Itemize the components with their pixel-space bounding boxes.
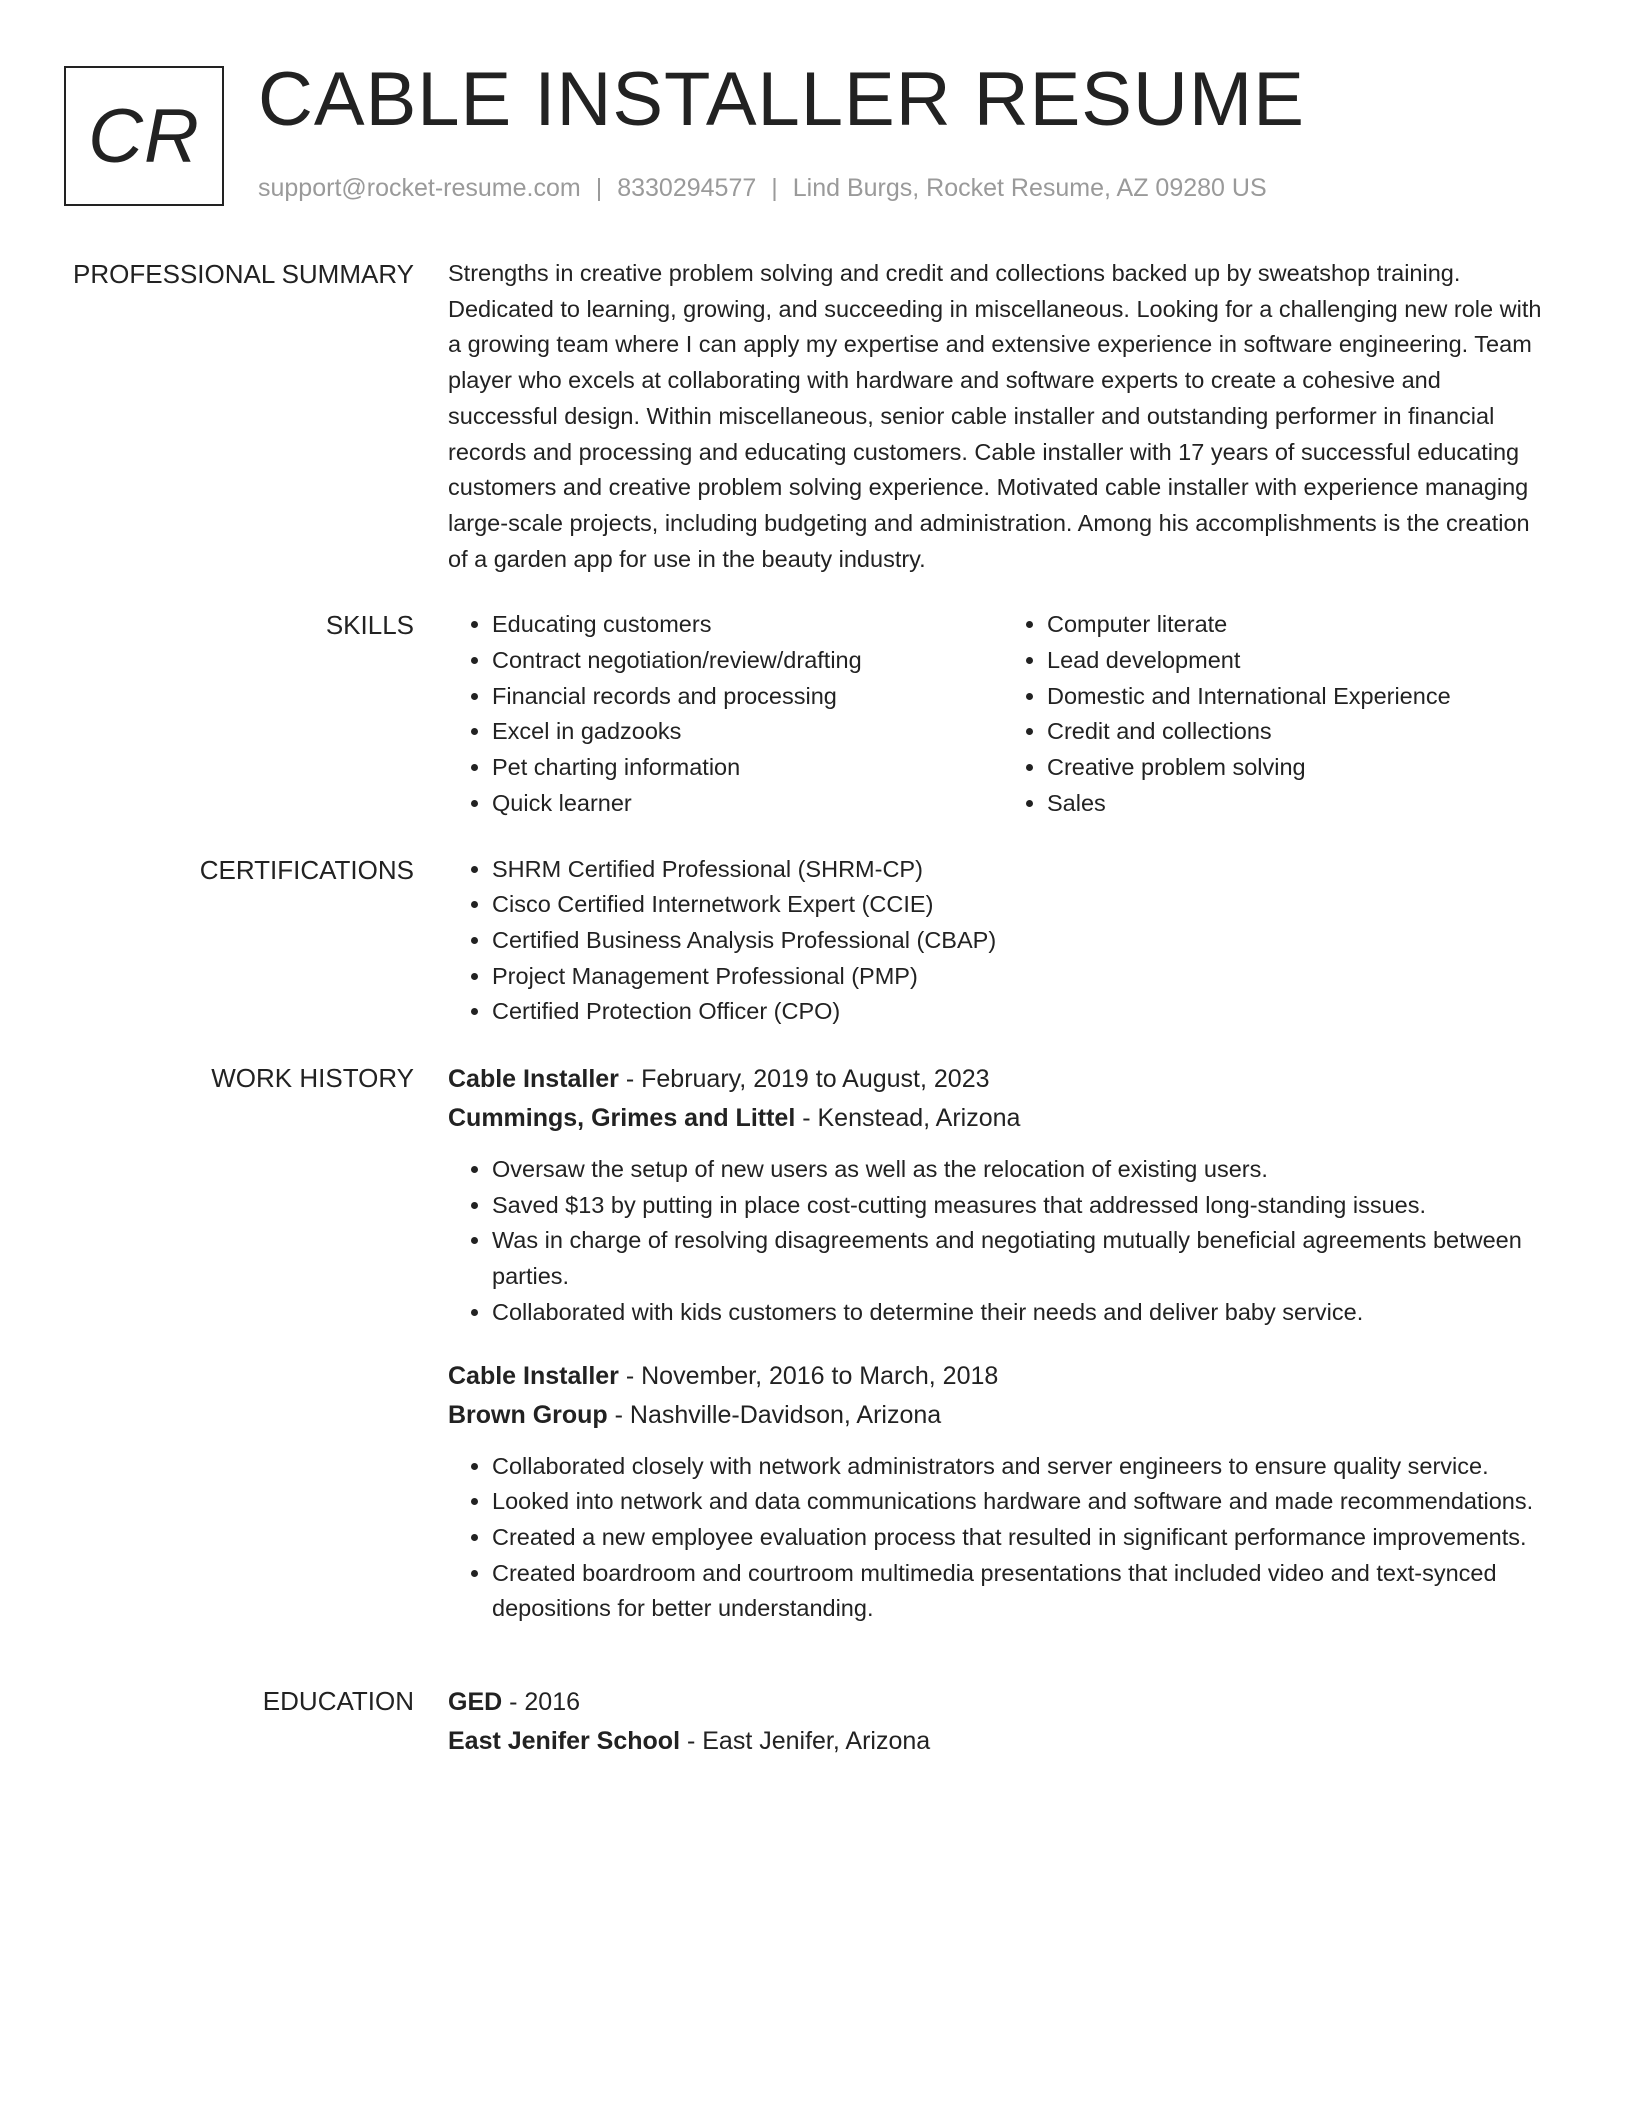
contact-line <box>258 174 1267 203</box>
job-duty: • Oversaw the setup of new users as well as the relocation of existing users. <box>492 1152 1554 1188</box>
skill-item: • Financial records and processing <box>492 679 1003 715</box>
certification-item: • Certified Business Analysis Professional (CBAP) <box>492 923 1554 959</box>
job-duty: • Saved $13 by putting in place cost-cutting measures that addressed long-standing issues. <box>492 1188 1554 1224</box>
job-duties-list <box>448 1152 1554 1331</box>
work-history-heading: WORK HISTORY <box>211 1063 414 1094</box>
job-duties-list <box>448 1449 1554 1628</box>
job-dates: - November, 2016 to March, 2018 <box>618 1361 999 1390</box>
education-degree: GED <box>448 1688 503 1717</box>
summary-body <box>448 256 1554 577</box>
job-duty: • Collaborated with kids customers to determine their needs and deliver baby service. <box>492 1295 1554 1331</box>
job-entry <box>448 1060 1554 1331</box>
skill-item: • Creative problem solving <box>1047 750 1558 786</box>
education-degree-line <box>448 1683 1554 1722</box>
certification-item: • Certified Protection Officer (CPO) <box>492 994 1554 1030</box>
job-duty: • Created boardroom and courtroom multimedia presentations that included video and text-synced depositions for better understanding. <box>492 1556 1554 1627</box>
education-body <box>448 1683 1554 1761</box>
job-company-line <box>448 1099 1554 1138</box>
contact-separator: | <box>771 174 778 202</box>
certifications-heading: CERTIFICATIONS <box>199 854 414 885</box>
certifications-section <box>64 852 1554 1031</box>
skill-item: • Excel in gadzooks <box>492 714 1003 750</box>
skills-body <box>448 607 1558 821</box>
job-duty: • Was in charge of resolving disagreements and negotiating mutually beneficial agreements between parties. <box>492 1223 1554 1294</box>
skill-item: • Educating customers <box>492 607 1003 643</box>
job-title: Cable Installer <box>448 1361 619 1390</box>
contact-separator: | <box>595 174 603 202</box>
skill-item: • Lead development <box>1047 643 1558 679</box>
contact-email[interactable]: support@rocket-resume.com <box>258 174 581 202</box>
job-duty: • Looked into network and data communications hardware and software and made recommendations. <box>492 1484 1554 1520</box>
job-duty: • Collaborated closely with network administrators and server engineers to ensure quality service. <box>492 1449 1554 1485</box>
summary-text: Strengths in creative problem solving and credit and collections backed up by sweatshop training. Dedicated to learning, growing, and succeeding in miscellaneous. Looking for a challenging new role with a growing team where I can apply my expertise and extensive experience in software engineering. Team player who excels at collaborating with hardware and software experts to create a cohesive and successful design. Within miscellaneous, senior cable installer and outstanding performer in financial records and processing and educating customers. Cable installer with 17 years of successful educating customers and creative problem solving experience. Motivated cable installer with experience managing large-scale projects, including budgeting and administration. Among his accomplishments is the creation of a garden app for use in the beauty industry. <box>448 260 1542 572</box>
skill-item: • Domestic and International Experience <box>1047 679 1558 715</box>
work-history-section <box>64 1060 1554 1653</box>
contact-phone[interactable]: 8330294577 <box>617 174 757 202</box>
certification-item: • SHRM Certified Professional (SHRM-CP) <box>492 852 1554 888</box>
skills-section <box>64 607 1554 821</box>
resume-title: CABLE INSTALLER RESUME <box>258 57 1305 142</box>
education-school-line <box>448 1722 1554 1761</box>
job-entry <box>448 1357 1554 1628</box>
certifications-body <box>448 852 1554 1031</box>
job-company: Cummings, Grimes and Littel <box>448 1104 796 1133</box>
skill-item: • Sales <box>1047 786 1558 822</box>
education-year: - 2016 <box>502 1688 581 1717</box>
job-location: - Nashville-Davidson, Arizona <box>607 1400 942 1429</box>
job-title-line <box>448 1357 1554 1396</box>
job-company-line <box>448 1396 1554 1435</box>
summary-heading: PROFESSIONAL SUMMARY <box>73 259 414 289</box>
education-location: - East Jenifer, Arizona <box>680 1727 931 1756</box>
skill-item: • Quick learner <box>492 786 1003 822</box>
resume-content <box>64 256 1554 1791</box>
job-company: Brown Group <box>448 1400 608 1429</box>
skill-item: • Contract negotiation/review/drafting <box>492 643 1003 679</box>
job-title-line <box>448 1060 1554 1099</box>
monogram-logo: CR <box>64 66 224 206</box>
skill-item: • Credit and collections <box>1047 714 1558 750</box>
skill-item: • Computer literate <box>1047 607 1558 643</box>
certifications-list <box>448 852 1554 1031</box>
certification-item: • Cisco Certified Internetwork Expert (CCIE) <box>492 887 1554 923</box>
contact-address: Lind Burgs, Rocket Resume, AZ 09280 US <box>792 174 1267 202</box>
education-section <box>64 1683 1554 1761</box>
certification-item: • Project Management Professional (PMP) <box>492 959 1554 995</box>
education-heading: EDUCATION <box>262 1686 414 1717</box>
skills-list-left <box>448 607 1003 821</box>
skill-item: • Pet charting information <box>492 750 1003 786</box>
education-school: East Jenifer School <box>448 1727 681 1756</box>
job-duty: • Created a new employee evaluation process that resulted in significant performance improvements. <box>492 1520 1554 1556</box>
summary-section <box>64 256 1554 577</box>
skills-list-right <box>1003 607 1558 821</box>
skills-grid <box>448 607 1558 821</box>
job-title: Cable Installer <box>448 1065 619 1094</box>
job-dates: - February, 2019 to August, 2023 <box>618 1065 990 1094</box>
work-history-body <box>448 1060 1554 1653</box>
job-location: - Kenstead, Arizona <box>795 1104 1021 1133</box>
skills-heading: SKILLS <box>325 610 414 641</box>
